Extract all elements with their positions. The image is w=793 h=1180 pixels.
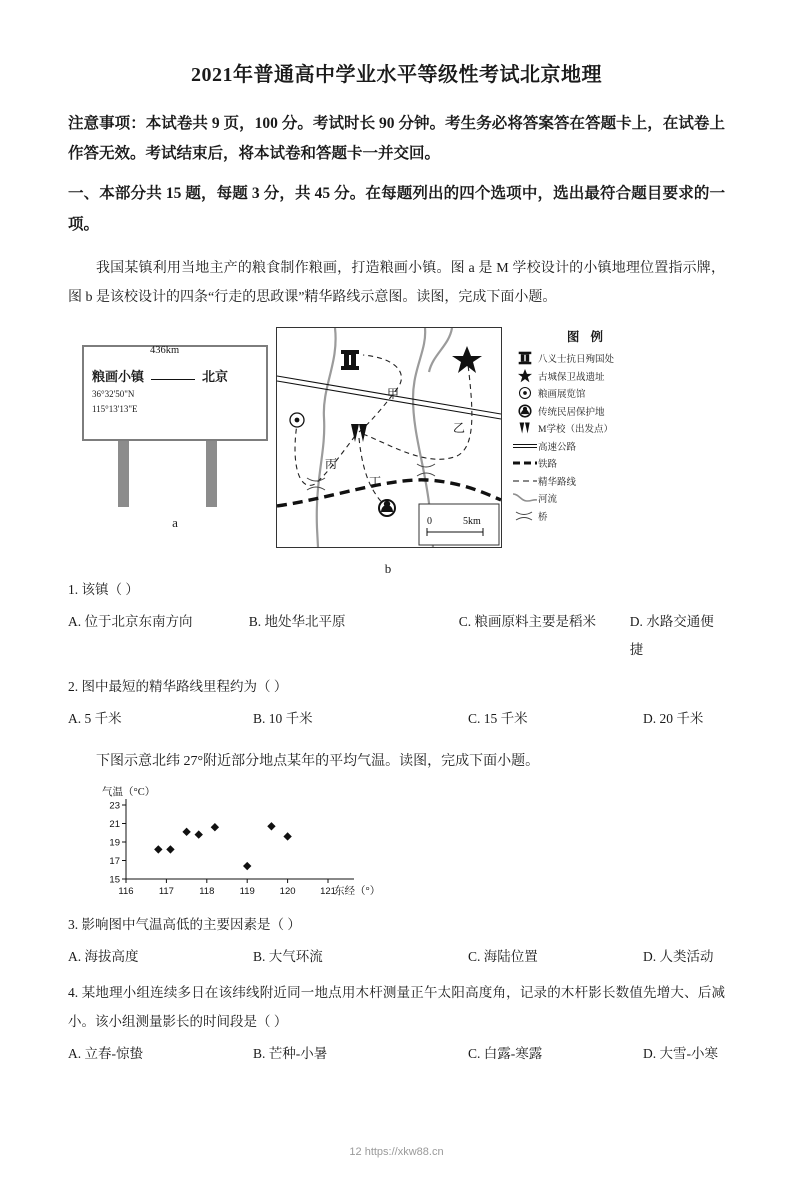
scale-zero: 0 — [427, 515, 432, 527]
x-tick-label: 116 — [118, 885, 134, 897]
passage-1: 我国某镇利用当地主产的粮食制作粮画，打造粮画小镇。图 a 是 M 学校设计的小镇地理位置指示牌，图 b 是该校设计的四条“行走的思政课”精华路线示意图。读图，完成下面小题。 — [68, 260, 725, 306]
signboard-latitude: 36°32'50"N — [92, 388, 135, 399]
exam-page — [0, 58, 793, 1180]
option-b[interactable]: B. 10 千米 — [253, 711, 313, 727]
star-icon — [512, 369, 538, 383]
option-b[interactable]: B. 地处华北平原 — [248, 614, 346, 629]
scatter-svg — [96, 783, 386, 903]
school-marker-icon — [512, 421, 538, 435]
data-point — [267, 822, 275, 830]
data-point — [211, 823, 219, 831]
route-label-yi: 乙 — [453, 420, 466, 435]
question-3-stem — [68, 911, 725, 939]
signboard-city-label: 北京 — [202, 368, 229, 384]
question-4-number: 4. — [68, 985, 79, 1001]
legend-label: 粮画展览馆 — [538, 390, 586, 401]
data-point — [154, 845, 162, 853]
legend-label: 铁路 — [538, 460, 558, 471]
legend-item-dwelling — [512, 402, 662, 420]
signboard-longitude: 115°13'13"E — [92, 403, 138, 414]
question-2-number: 2. — [68, 678, 79, 694]
exam-notice: 注意事项：本试卷共 9 页，100 分。考试时长 90 分钟。考生务必将答案答在答题卡上，在试卷上作答无效。考试结束后，将本试卷和答题卡一并交回。 — [68, 115, 725, 163]
question-2-stem — [68, 673, 725, 701]
x-tick-label: 120 — [279, 885, 296, 897]
data-point — [195, 830, 203, 838]
legend-label: 八义士抗日殉国处 — [538, 355, 615, 366]
legend-label: 河流 — [538, 495, 558, 506]
page-title: 2021年普通高中学业水平等级性考试北京地理 — [191, 64, 602, 86]
data-point — [243, 862, 251, 870]
option-d[interactable]: D. 20 千米 — [643, 711, 704, 727]
legend-item-star — [512, 367, 662, 385]
legend-label: 桥 — [538, 512, 548, 523]
option-d[interactable]: D. 人类活动 — [643, 949, 714, 965]
bridge-icon — [512, 510, 538, 522]
question-3-options — [68, 943, 725, 971]
page-watermark: 12 https://xkw88.cn — [349, 1146, 444, 1158]
figure-a-caption: a — [172, 514, 178, 530]
signboard-connector-line — [151, 379, 195, 380]
y-tick-label: 23 — [109, 800, 120, 812]
legend-label: 传统民居保护地 — [538, 407, 605, 418]
y-tick-label: 21 — [109, 818, 120, 830]
x-axis-title: 东经（°） — [334, 885, 381, 897]
temperature-scatter-chart — [96, 783, 386, 903]
legend-item-railway — [512, 455, 662, 473]
option-d[interactable]: D. 水路交通便捷 — [629, 614, 714, 658]
option-c[interactable]: C. 粮画原料主要是稻米 — [458, 614, 597, 629]
y-axis-title: 气温（°C） — [102, 786, 156, 798]
question-1-text: 该镇（ ） — [81, 581, 139, 597]
legend-item-school — [512, 420, 662, 438]
circle-dot-icon — [290, 413, 304, 427]
dashed-line-icon — [512, 476, 538, 486]
data-point — [166, 845, 174, 853]
question-2-text: 图中最短的精华路线里程约为（ ） — [81, 678, 288, 694]
map-svg — [276, 327, 502, 548]
filled-dome-icon — [512, 404, 538, 418]
question-4-text: 某地理小组连续多日在该纬线附近同一地点用木杆测量正午太阳高度角，记录的木杆影长数值先增大、后减小。该小组测量影长的时间段是（ ） — [68, 985, 726, 1029]
legend-label: M学校（出发点） — [538, 425, 613, 436]
legend-title: 图 例 — [566, 329, 608, 344]
signboard-legs — [82, 441, 268, 507]
option-d[interactable]: D. 大雪-小寒 — [643, 1046, 718, 1062]
option-c[interactable]: C. 白露-寒露 — [468, 1046, 543, 1062]
question-1-stem — [68, 576, 725, 604]
question-2-options — [68, 705, 725, 733]
question-4-options — [68, 1040, 725, 1068]
y-tick-label: 15 — [109, 874, 120, 886]
route-label-ding: 丁 — [369, 474, 382, 489]
legend-label: 古城保卫战遗址 — [538, 372, 605, 383]
railway-icon — [512, 458, 538, 468]
y-tick-label: 17 — [109, 855, 120, 867]
filled-dome-icon — [379, 500, 395, 516]
x-tick-label: 118 — [199, 885, 215, 897]
signboard-town-label: 粮画小镇 — [92, 368, 145, 384]
route-label-jia: 甲 — [387, 386, 400, 401]
signboard — [82, 345, 268, 441]
x-tick-label: 121 — [320, 885, 336, 897]
data-point — [182, 827, 190, 835]
figures-row — [0, 323, 793, 576]
figure-b-map — [276, 327, 500, 577]
figure-b-caption: b — [384, 560, 392, 576]
legend-item-essence-route — [512, 472, 662, 490]
fortress-icon — [512, 351, 538, 365]
legend-item-highway — [512, 437, 662, 455]
legend-item-river — [512, 490, 662, 508]
legend-item-fortress — [512, 350, 662, 368]
y-tick-label: 19 — [109, 837, 120, 849]
figure-a-signpost — [82, 345, 268, 531]
river-icon — [512, 492, 538, 504]
legend-item-bridge — [512, 507, 662, 525]
route-label-bing: 丙 — [325, 456, 338, 471]
x-tick-label: 117 — [158, 885, 174, 897]
signboard-leg-right — [206, 441, 217, 507]
question-3-text: 影响图中气温高低的主要因素是（ ） — [81, 916, 301, 932]
signboard-leg-left — [118, 441, 129, 507]
map-scale-bar — [419, 504, 499, 545]
scale-max: 5km — [463, 515, 481, 527]
legend-item-exhibition — [512, 385, 662, 403]
circle-dot-icon — [512, 386, 538, 400]
signboard-distance: 436km — [150, 344, 180, 356]
option-a[interactable]: A. 5 千米 — [68, 711, 122, 727]
question-1-options — [68, 608, 725, 665]
option-a[interactable]: A. 海拔高度 — [68, 949, 139, 965]
data-point — [283, 832, 291, 840]
legend-label: 高速公路 — [538, 442, 577, 453]
section-heading: 一、本部分共 15 题，每题 3 分，共 45 分。在每题列出的四个选项中，选出最符合题目要求的一项。 — [68, 185, 725, 233]
option-a[interactable]: A. 立春-惊蛰 — [68, 1046, 143, 1062]
question-3-number: 3. — [68, 916, 79, 932]
question-1-number: 1. — [68, 581, 79, 597]
legend-label: 精华路线 — [538, 477, 577, 488]
question-4-stem — [68, 979, 725, 1036]
passage-2: 下图示意北纬 27°附近部分地点某年的平均气温。读图，完成下面小题。 — [96, 754, 540, 770]
option-b[interactable]: B. 大气环流 — [253, 949, 323, 965]
x-tick-label: 119 — [239, 885, 255, 897]
double-line-icon — [512, 441, 538, 451]
map-legend — [512, 327, 662, 525]
option-c[interactable]: C. 15 千米 — [468, 711, 528, 727]
option-b[interactable]: B. 芒种-小暑 — [253, 1046, 328, 1062]
option-a[interactable]: A. 位于北京东南方向 — [68, 614, 193, 629]
option-c[interactable]: C. 海陆位置 — [468, 949, 538, 965]
